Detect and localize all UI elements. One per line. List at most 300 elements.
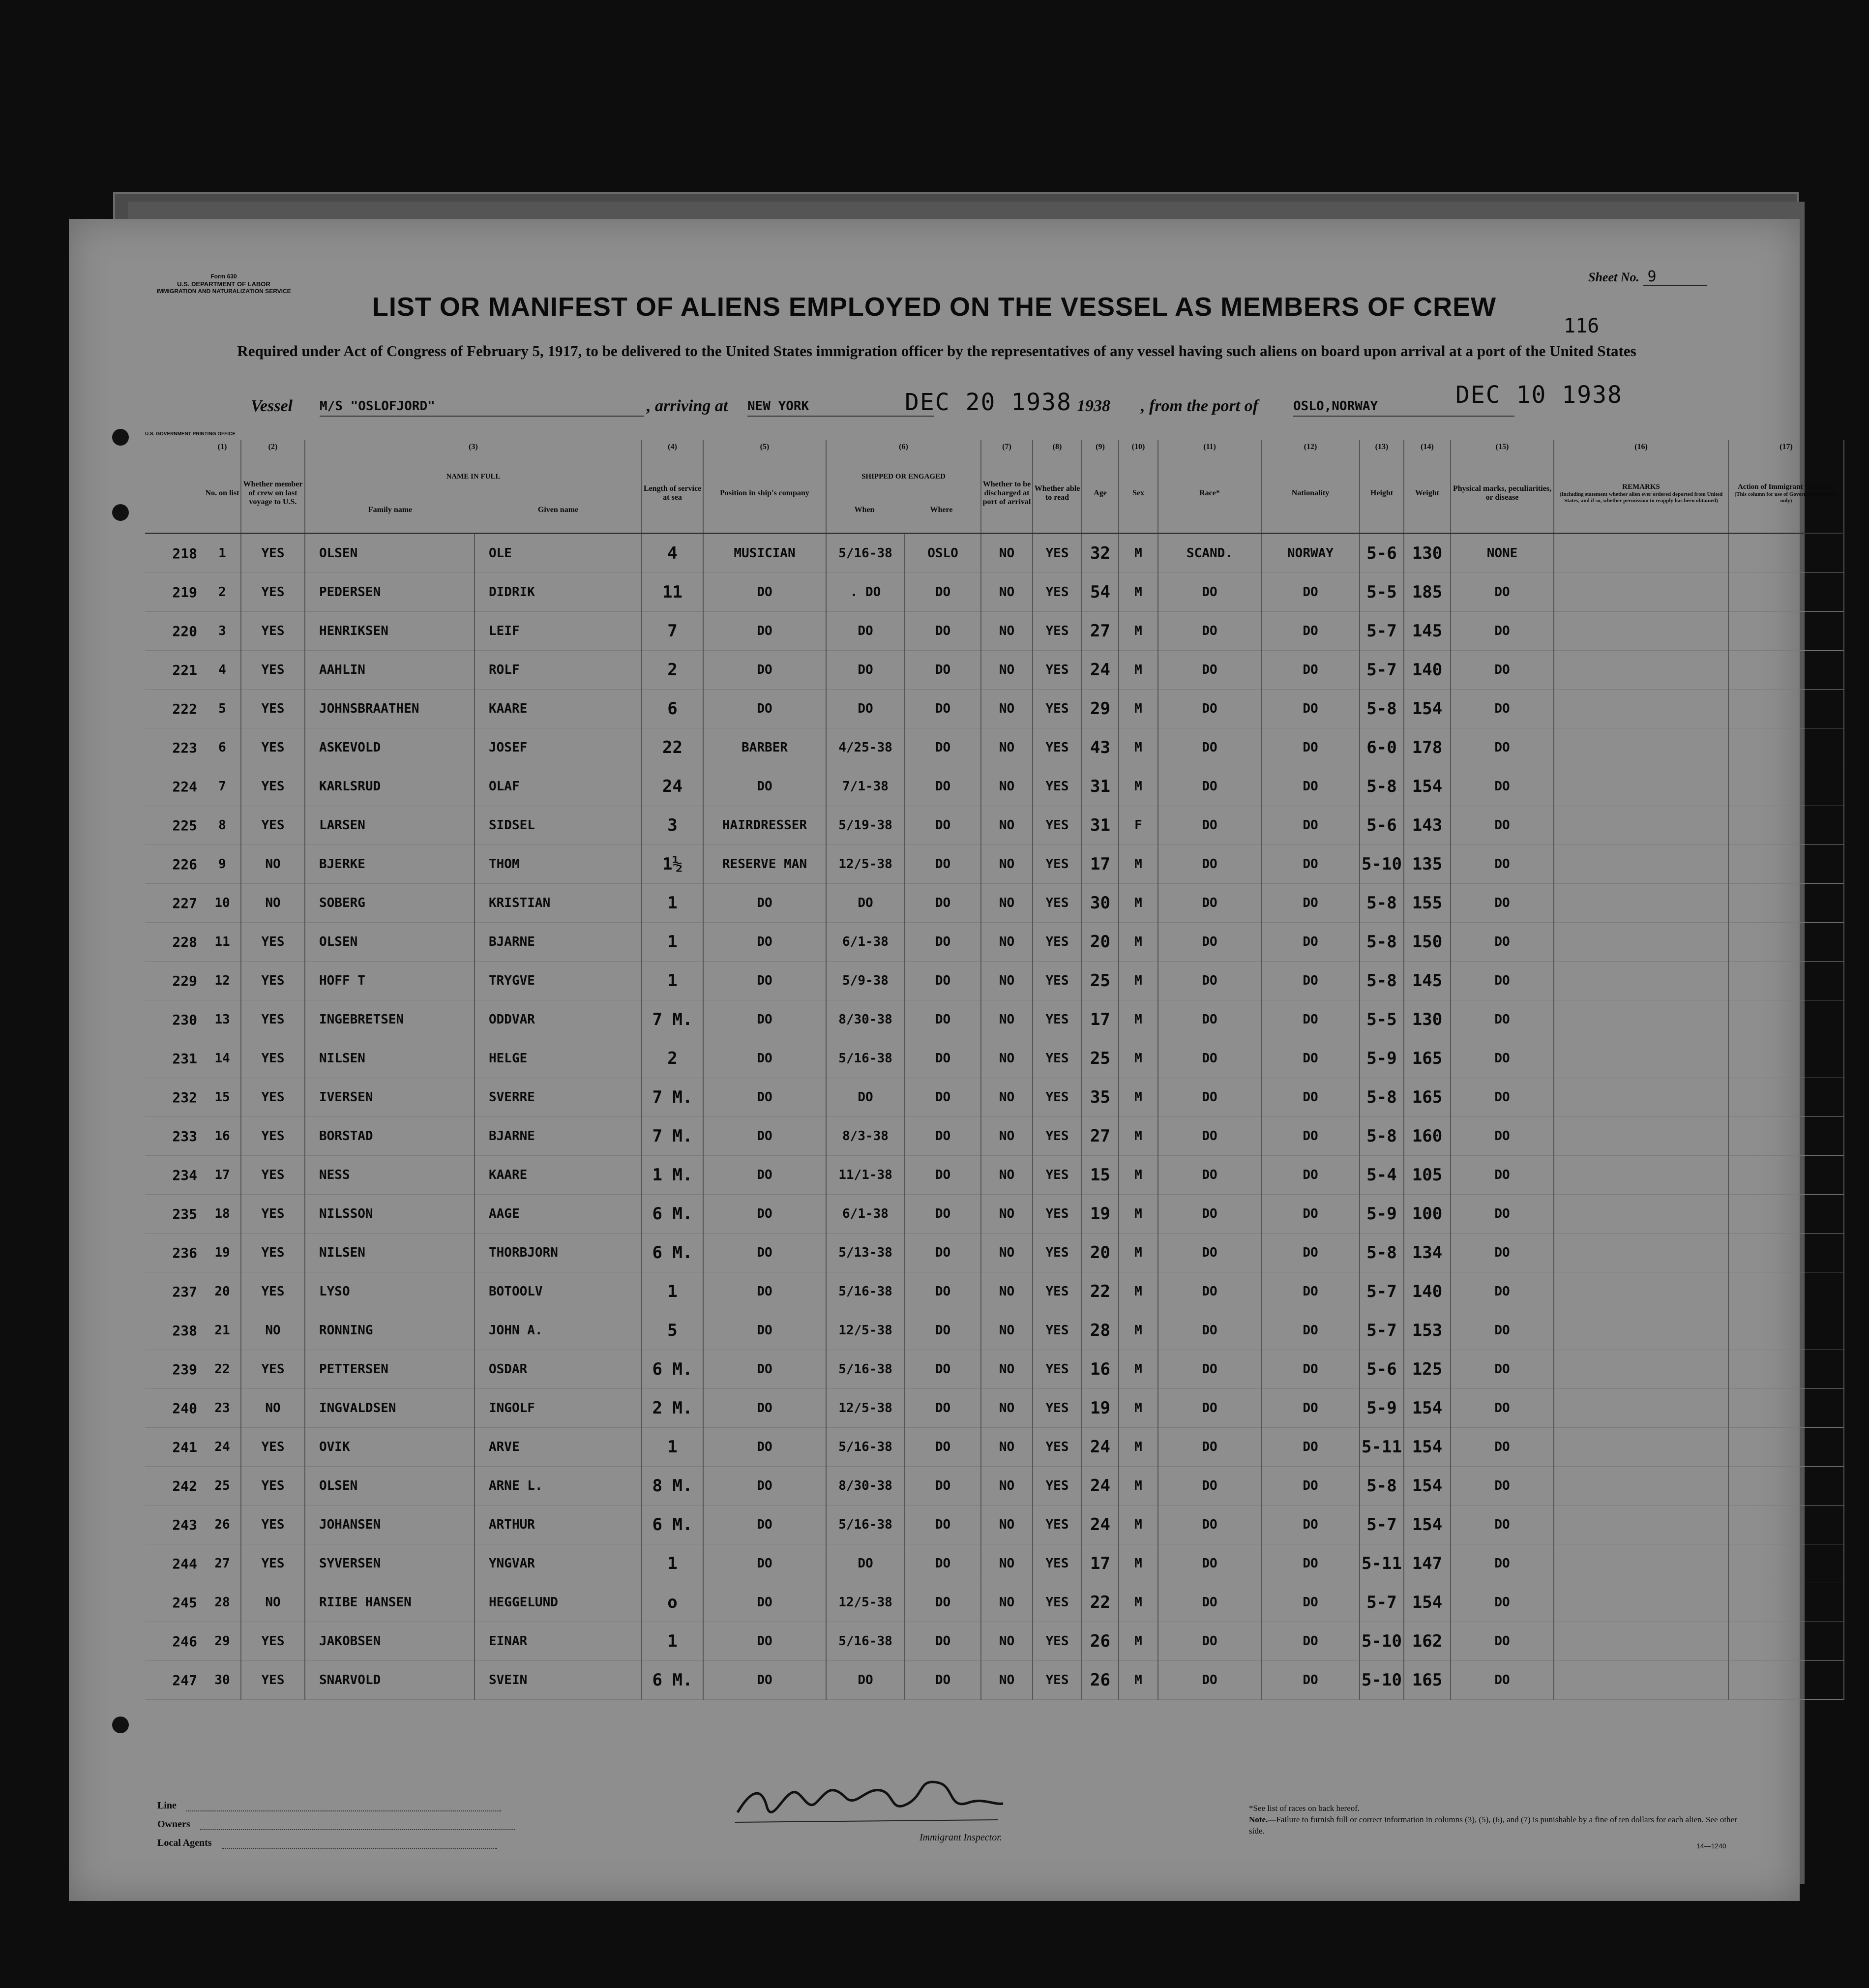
cell-service: 1 xyxy=(642,1544,703,1583)
cell-read: YES xyxy=(1033,767,1082,806)
table-row xyxy=(145,1000,1844,1039)
cell-last-voyage: NO xyxy=(241,845,305,884)
cell-age: 43 xyxy=(1082,728,1119,767)
cell-given: KAARE xyxy=(475,1156,642,1195)
cell-sex: M xyxy=(1119,962,1158,1000)
cell-marks: DO xyxy=(1451,767,1554,806)
col-number-10: (10) xyxy=(1119,440,1158,454)
col-number-9: (9) xyxy=(1082,440,1119,454)
cell-height: 5-9 xyxy=(1360,1039,1404,1078)
cell-height: 5-5 xyxy=(1360,1000,1404,1039)
cell-sex: M xyxy=(1119,573,1158,612)
cell-sex: M xyxy=(1119,728,1158,767)
cell-age: 29 xyxy=(1082,690,1119,728)
col-height: Height xyxy=(1360,454,1404,534)
cell-read: YES xyxy=(1033,1583,1082,1622)
agents-rule xyxy=(222,1848,497,1849)
cell-height: 5-10 xyxy=(1360,1622,1404,1661)
cell-last-voyage: YES xyxy=(241,534,305,573)
cell-discharged: NO xyxy=(981,845,1033,884)
cell-height: 5-6 xyxy=(1360,1350,1404,1389)
cell-sex: M xyxy=(1119,1428,1158,1467)
cell-service: 11 xyxy=(642,573,703,612)
cell-service: 24 xyxy=(642,767,703,806)
cell-marks: DO xyxy=(1451,884,1554,923)
cell-sex: M xyxy=(1119,884,1158,923)
cell-when: DO xyxy=(826,1544,905,1583)
cell-discharged: NO xyxy=(981,1156,1033,1195)
cell-ref: 231 xyxy=(145,1039,204,1078)
cell-remarks xyxy=(1554,1272,1728,1311)
col-number-8: (8) xyxy=(1033,440,1082,454)
cell-no: 25 xyxy=(204,1467,241,1506)
table-row xyxy=(145,1661,1844,1700)
cell-where: DO xyxy=(905,1506,981,1544)
cell-sex: M xyxy=(1119,1234,1158,1272)
cell-sex: M xyxy=(1119,1311,1158,1350)
cell-no: 26 xyxy=(204,1506,241,1544)
cell-action xyxy=(1728,690,1844,728)
cell-race: DO xyxy=(1158,651,1261,690)
cell-height: 5-9 xyxy=(1360,1195,1404,1234)
cell-sex: M xyxy=(1119,1117,1158,1156)
cell-height: 5-11 xyxy=(1360,1544,1404,1583)
cell-race: DO xyxy=(1158,1000,1261,1039)
table-row xyxy=(145,1272,1844,1311)
cell-remarks xyxy=(1554,534,1728,573)
cell-action xyxy=(1728,1311,1844,1350)
owners-rule xyxy=(200,1829,515,1830)
cell-age: 24 xyxy=(1082,651,1119,690)
col-number-6: (6) xyxy=(826,440,981,454)
cell-nationality: DO xyxy=(1261,651,1360,690)
cell-last-voyage: NO xyxy=(241,884,305,923)
cell-weight: 130 xyxy=(1404,534,1451,573)
owners-field xyxy=(157,1811,515,1830)
cell-family: HENRIKSEN xyxy=(305,612,475,651)
cell-service: 5 xyxy=(642,1311,703,1350)
cell-when: DO xyxy=(826,1078,905,1117)
cell-action xyxy=(1728,1195,1844,1234)
cell-ref: 227 xyxy=(145,884,204,923)
inspector-signature xyxy=(733,1768,1008,1832)
cell-marks: DO xyxy=(1451,1039,1554,1078)
cell-weight: 147 xyxy=(1404,1544,1451,1583)
table-row xyxy=(145,1234,1844,1272)
cell-position: DO xyxy=(703,1039,826,1078)
cell-action xyxy=(1728,923,1844,962)
cell-race: DO xyxy=(1158,1350,1261,1389)
cell-ref: 241 xyxy=(145,1428,204,1467)
agents-field xyxy=(157,1830,515,1849)
cell-weight: 140 xyxy=(1404,651,1451,690)
cell-service: 8 M. xyxy=(642,1467,703,1506)
cell-position: DO xyxy=(703,1467,826,1506)
cell-age: 24 xyxy=(1082,1467,1119,1506)
cell-age: 35 xyxy=(1082,1078,1119,1117)
cell-remarks xyxy=(1554,1039,1728,1078)
cell-service: 3 xyxy=(642,806,703,845)
cell-given: SIDSEL xyxy=(475,806,642,845)
cell-height: 5-8 xyxy=(1360,1234,1404,1272)
table-row xyxy=(145,1156,1844,1195)
cell-height: 5-11 xyxy=(1360,1428,1404,1467)
col-age: Age xyxy=(1082,454,1119,534)
cell-where: DO xyxy=(905,1078,981,1117)
cell-weight: 154 xyxy=(1404,767,1451,806)
cell-family: BJERKE xyxy=(305,845,475,884)
cell-height: 5-7 xyxy=(1360,1272,1404,1311)
cell-ref: 222 xyxy=(145,690,204,728)
cell-no: 21 xyxy=(204,1311,241,1350)
cell-position: DO xyxy=(703,612,826,651)
cell-age: 24 xyxy=(1082,1428,1119,1467)
cell-service: 4 xyxy=(642,534,703,573)
cell-nationality: DO xyxy=(1261,1583,1360,1622)
cell-when: 5/16-38 xyxy=(826,1428,905,1467)
table-header xyxy=(145,440,1844,534)
cell-nationality: DO xyxy=(1261,1117,1360,1156)
remarks-heading: REMARKS xyxy=(1622,482,1660,491)
cell-service: 2 M. xyxy=(642,1389,703,1428)
cell-when: 12/5-38 xyxy=(826,1583,905,1622)
cell-height: 5-7 xyxy=(1360,651,1404,690)
cell-last-voyage: YES xyxy=(241,1234,305,1272)
col-nationality: Nationality xyxy=(1261,454,1360,534)
col-shipped-engaged xyxy=(826,454,981,534)
cell-service: 1 xyxy=(642,1622,703,1661)
cell-race: DO xyxy=(1158,612,1261,651)
cell-ref: 226 xyxy=(145,845,204,884)
cell-action xyxy=(1728,1506,1844,1544)
cell-nationality: DO xyxy=(1261,1272,1360,1311)
cell-height: 5-7 xyxy=(1360,612,1404,651)
cell-race: DO xyxy=(1158,767,1261,806)
cell-sex: M xyxy=(1119,690,1158,728)
cell-weight: 155 xyxy=(1404,884,1451,923)
cell-action xyxy=(1728,1661,1844,1700)
cell-read: YES xyxy=(1033,612,1082,651)
cell-position: DO xyxy=(703,1350,826,1389)
col-number-5: (5) xyxy=(703,440,826,454)
cell-when: 11/1-38 xyxy=(826,1156,905,1195)
cell-position: DO xyxy=(703,962,826,1000)
cell-height: 5-6 xyxy=(1360,534,1404,573)
cell-no: 12 xyxy=(204,962,241,1000)
cell-no: 14 xyxy=(204,1039,241,1078)
cell-age: 17 xyxy=(1082,1000,1119,1039)
cell-remarks xyxy=(1554,1661,1728,1700)
cell-last-voyage: YES xyxy=(241,612,305,651)
cell-given: BOTOOLV xyxy=(475,1272,642,1311)
cell-action xyxy=(1728,534,1844,573)
cell-service: 7 M. xyxy=(642,1000,703,1039)
cell-where: DO xyxy=(905,1234,981,1272)
cell-when: 12/5-38 xyxy=(826,845,905,884)
cell-weight: 165 xyxy=(1404,1078,1451,1117)
cell-action xyxy=(1728,1039,1844,1078)
cell-position: DO xyxy=(703,690,826,728)
cell-read: YES xyxy=(1033,1039,1082,1078)
cell-age: 26 xyxy=(1082,1622,1119,1661)
col-name-in-full xyxy=(305,454,642,534)
sheet-number-field xyxy=(1588,268,1707,286)
cell-position: MUSICIAN xyxy=(703,534,826,573)
table-row xyxy=(145,1622,1844,1661)
cell-no: 1 xyxy=(204,534,241,573)
cell-family: OLSEN xyxy=(305,923,475,962)
cell-no: 16 xyxy=(204,1117,241,1156)
cell-where: DO xyxy=(905,1156,981,1195)
cell-marks: DO xyxy=(1451,962,1554,1000)
cell-height: 6-0 xyxy=(1360,728,1404,767)
cell-race: DO xyxy=(1158,690,1261,728)
cell-age: 27 xyxy=(1082,1117,1119,1156)
cell-sex: M xyxy=(1119,1195,1158,1234)
cell-race: DO xyxy=(1158,923,1261,962)
cell-given: THOM xyxy=(475,845,642,884)
cell-family: ASKEVOLD xyxy=(305,728,475,767)
cell-where: DO xyxy=(905,767,981,806)
cell-last-voyage: YES xyxy=(241,1506,305,1544)
cell-given: SVERRE xyxy=(475,1078,642,1117)
cell-ref: 235 xyxy=(145,1195,204,1234)
cell-where: DO xyxy=(905,884,981,923)
cell-race: DO xyxy=(1158,806,1261,845)
cell-weight: 160 xyxy=(1404,1117,1451,1156)
cell-where: DO xyxy=(905,1000,981,1039)
cell-when: 12/5-38 xyxy=(826,1389,905,1428)
cell-position: DO xyxy=(703,884,826,923)
cell-weight: 135 xyxy=(1404,845,1451,884)
cell-discharged: NO xyxy=(981,1272,1033,1311)
handwritten-number: 116 xyxy=(1564,315,1600,337)
col-number-3: (3) xyxy=(305,440,642,454)
cell-last-voyage: YES xyxy=(241,1350,305,1389)
cell-age: 22 xyxy=(1082,1272,1119,1311)
cell-read: YES xyxy=(1033,690,1082,728)
table-row xyxy=(145,1078,1844,1117)
cell-marks: DO xyxy=(1451,1195,1554,1234)
cell-sex: M xyxy=(1119,1350,1158,1389)
cell-weight: 154 xyxy=(1404,1389,1451,1428)
cell-given: KRISTIAN xyxy=(475,884,642,923)
cell-remarks xyxy=(1554,1428,1728,1467)
cell-race: DO xyxy=(1158,962,1261,1000)
cell-nationality: DO xyxy=(1261,1311,1360,1350)
cell-remarks xyxy=(1554,612,1728,651)
cell-given: THORBJORN xyxy=(475,1234,642,1272)
cell-ref: 239 xyxy=(145,1350,204,1389)
table-row xyxy=(145,1583,1844,1622)
col-position: Position in ship's company xyxy=(703,454,826,534)
cell-service: 6 M. xyxy=(642,1195,703,1234)
cell-family: OVIK xyxy=(305,1428,475,1467)
cell-last-voyage: YES xyxy=(241,728,305,767)
cell-no: 29 xyxy=(204,1622,241,1661)
cell-no: 6 xyxy=(204,728,241,767)
punch-hole xyxy=(112,429,129,446)
cell-no: 17 xyxy=(204,1156,241,1195)
cell-read: YES xyxy=(1033,1311,1082,1350)
cell-where: DO xyxy=(905,1272,981,1311)
cell-sex: M xyxy=(1119,1661,1158,1700)
cell-where: OSLO xyxy=(905,534,981,573)
cell-sex: M xyxy=(1119,1078,1158,1117)
cell-ref: 233 xyxy=(145,1117,204,1156)
cell-action xyxy=(1728,1234,1844,1272)
departure-port: OSLO,NORWAY xyxy=(1293,399,1514,417)
cell-family: SOBERG xyxy=(305,884,475,923)
cell-marks: DO xyxy=(1451,806,1554,845)
cell-given: SVEIN xyxy=(475,1661,642,1700)
cell-family: INGVALDSEN xyxy=(305,1389,475,1428)
cell-given: KAARE xyxy=(475,690,642,728)
cell-service: 22 xyxy=(642,728,703,767)
shipped-heading: SHIPPED OR ENGAGED xyxy=(861,472,946,481)
cell-weight: 178 xyxy=(1404,728,1451,767)
cell-when: 8/30-38 xyxy=(826,1467,905,1506)
cell-discharged: NO xyxy=(981,923,1033,962)
table-row xyxy=(145,1389,1844,1428)
cell-discharged: NO xyxy=(981,1234,1033,1272)
cell-nationality: DO xyxy=(1261,1000,1360,1039)
cell-no: 9 xyxy=(204,845,241,884)
cell-nationality: DO xyxy=(1261,1195,1360,1234)
col-number-12: (12) xyxy=(1261,440,1360,454)
cell-height: 5-8 xyxy=(1360,1467,1404,1506)
col-number-2: (2) xyxy=(241,440,305,454)
col-number-16: (16) xyxy=(1554,440,1728,454)
cell-family: NESS xyxy=(305,1156,475,1195)
cell-family: HOFF T xyxy=(305,962,475,1000)
cell-given: OLAF xyxy=(475,767,642,806)
cell-ref: 244 xyxy=(145,1544,204,1583)
cell-weight: 154 xyxy=(1404,690,1451,728)
cell-when: DO xyxy=(826,884,905,923)
action-note: (This column for use of Government officials only) xyxy=(1734,491,1838,504)
cell-height: 5-9 xyxy=(1360,1389,1404,1428)
cell-remarks xyxy=(1554,1078,1728,1117)
departure-date-stamp: DEC 10 1938 xyxy=(1455,381,1623,409)
cell-race: SCAND. xyxy=(1158,534,1261,573)
cell-action xyxy=(1728,612,1844,651)
cell-sex: M xyxy=(1119,1000,1158,1039)
cell-height: 5-8 xyxy=(1360,690,1404,728)
cell-race: DO xyxy=(1158,1195,1261,1234)
cell-nationality: NORWAY xyxy=(1261,534,1360,573)
table-row xyxy=(145,534,1844,573)
cell-position: DO xyxy=(703,1661,826,1700)
cell-service: 2 xyxy=(642,651,703,690)
cell-read: YES xyxy=(1033,1000,1082,1039)
table-row xyxy=(145,690,1844,728)
cell-nationality: DO xyxy=(1261,1078,1360,1117)
table-row xyxy=(145,573,1844,612)
cell-given: EINAR xyxy=(475,1622,642,1661)
cell-discharged: NO xyxy=(981,1078,1033,1117)
cell-family: OLSEN xyxy=(305,1467,475,1506)
cell-last-voyage: YES xyxy=(241,1195,305,1234)
cell-no: 30 xyxy=(204,1661,241,1700)
cell-ref: 218 xyxy=(145,534,204,573)
cell-no: 2 xyxy=(204,573,241,612)
cell-remarks xyxy=(1554,728,1728,767)
cell-weight: 145 xyxy=(1404,612,1451,651)
sheet-number-label: Sheet No. xyxy=(1588,270,1639,284)
family-name-heading: Family name xyxy=(368,505,413,514)
cell-last-voyage: YES xyxy=(241,923,305,962)
cell-action xyxy=(1728,1583,1844,1622)
cell-last-voyage: YES xyxy=(241,1428,305,1467)
cell-ref: 220 xyxy=(145,612,204,651)
cell-age: 19 xyxy=(1082,1195,1119,1234)
cell-race: DO xyxy=(1158,1311,1261,1350)
cell-discharged: NO xyxy=(981,1000,1033,1039)
cell-ref: 237 xyxy=(145,1272,204,1311)
cell-nationality: DO xyxy=(1261,1039,1360,1078)
cell-given: ARVE xyxy=(475,1428,642,1467)
page-title: LIST OR MANIFEST OF ALIENS EMPLOYED ON THE VESSEL AS MEMBERS OF CREW xyxy=(372,292,1497,322)
cell-age: 17 xyxy=(1082,845,1119,884)
arriving-port: NEW YORK xyxy=(747,399,934,417)
cell-no: 8 xyxy=(204,806,241,845)
cell-position: DO xyxy=(703,1389,826,1428)
cell-read: YES xyxy=(1033,1467,1082,1506)
cell-position: HAIRDRESSER xyxy=(703,806,826,845)
cell-discharged: NO xyxy=(981,806,1033,845)
cell-ref: 224 xyxy=(145,767,204,806)
cell-remarks xyxy=(1554,651,1728,690)
cell-weight: 165 xyxy=(1404,1661,1451,1700)
cell-height: 5-7 xyxy=(1360,1506,1404,1544)
cell-when: . DO xyxy=(826,573,905,612)
cell-family: NILSEN xyxy=(305,1039,475,1078)
cell-position: DO xyxy=(703,1272,826,1311)
cell-family: SYVERSEN xyxy=(305,1544,475,1583)
cell-read: YES xyxy=(1033,806,1082,845)
cell-weight: 143 xyxy=(1404,806,1451,845)
cell-no: 5 xyxy=(204,690,241,728)
cell-age: 25 xyxy=(1082,962,1119,1000)
cell-discharged: NO xyxy=(981,962,1033,1000)
cell-race: DO xyxy=(1158,1389,1261,1428)
cell-where: DO xyxy=(905,1350,981,1389)
cell-weight: 140 xyxy=(1404,1272,1451,1311)
cell-discharged: NO xyxy=(981,1195,1033,1234)
cell-weight: 105 xyxy=(1404,1156,1451,1195)
cell-where: DO xyxy=(905,1389,981,1428)
cell-given: YNGVAR xyxy=(475,1544,642,1583)
col-physical-marks: Physical marks, peculiarities, or disease xyxy=(1451,454,1554,534)
cell-race: DO xyxy=(1158,1117,1261,1156)
cell-where: DO xyxy=(905,651,981,690)
cell-marks: DO xyxy=(1451,728,1554,767)
cell-marks: DO xyxy=(1451,1350,1554,1389)
cell-marks: DO xyxy=(1451,845,1554,884)
cell-given: OSDAR xyxy=(475,1350,642,1389)
cell-marks: DO xyxy=(1451,1078,1554,1117)
cell-discharged: NO xyxy=(981,1661,1033,1700)
cell-marks: DO xyxy=(1451,1467,1554,1506)
cell-no: 10 xyxy=(204,884,241,923)
cell-position: DO xyxy=(703,1195,826,1234)
cell-position: DO xyxy=(703,1234,826,1272)
cell-remarks xyxy=(1554,1583,1728,1622)
cell-marks: DO xyxy=(1451,1272,1554,1311)
cell-last-voyage: YES xyxy=(241,690,305,728)
col-able-to-read: Whether able to read xyxy=(1033,454,1082,534)
